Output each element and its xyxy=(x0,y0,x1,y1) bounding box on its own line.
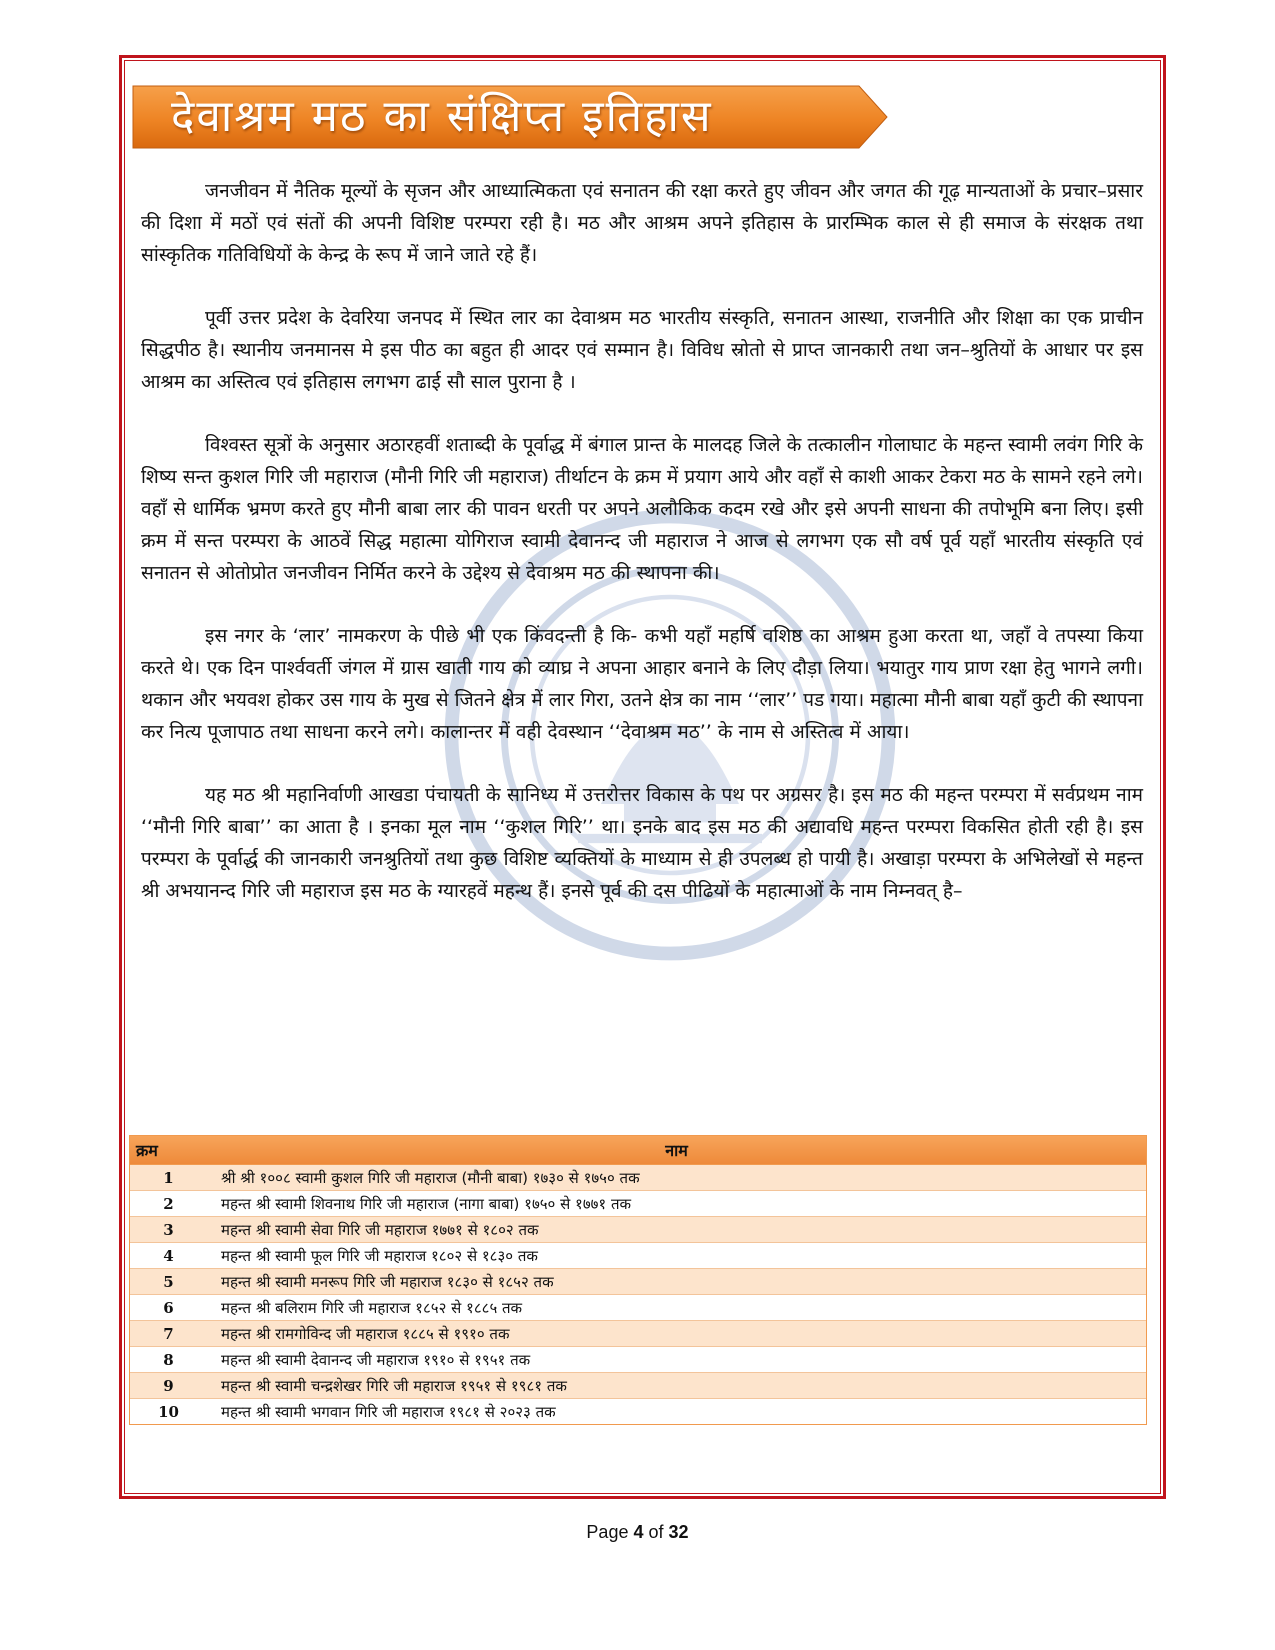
name-cell: महन्त श्री स्वामी चन्द्रशेखर गिरि जी महाराज १९५१ से १९८१ तक xyxy=(207,1373,1146,1399)
mahant-lineage-table xyxy=(129,1135,1147,1425)
page-total: 32 xyxy=(668,1522,689,1542)
serial-cell: 7 xyxy=(130,1321,207,1347)
serial-cell: 6 xyxy=(130,1295,207,1321)
table-header-row xyxy=(130,1136,1146,1165)
table-row xyxy=(130,1165,1146,1191)
name-cell: महन्त श्री बलिराम गिरि जी महाराज १८५२ से १८८५ तक xyxy=(207,1295,1146,1321)
column-header-serial: क्रम xyxy=(130,1136,207,1165)
paragraph: इस नगर के ‘लार’ नामकरण के पीछे भी एक किंवदन्ती है कि- कभी यहाँ महर्षि वशिष्ठ का आश्रम हुआ करता था, जहाँ वे तपस्या किया करते थे। एक दिन पार्श्ववर्ती जंगल में ग्रास खाती गाय को व्याघ्र ने अपना आहार बनाने के लिए दौड़ा लिया। भयातुर गाय प्राण रक्षा हेतु भागने लगी। थकान और भयवश होकर उस गाय के मुख से जितने क्षेत्र में लार गिरा, उतने क्षेत्र का नाम ‘‘लार’’ पड गया। महात्मा मौनी बाबा यहाँ कुटी की स्थापना कर नित्य पूजापाठ तथा साधना करने लगे। कालान्तर में वही देवस्थान ‘‘देवाश्रम मठ’’ के नाम से अस्तित्व में आया। xyxy=(141,625,1143,743)
name-cell: महन्त श्री स्वामी फूल गिरि जी महाराज १८०२ से १८३० तक xyxy=(207,1243,1146,1269)
name-cell: महन्त श्री रामगोविन्द जी महाराज १८८५ से १९१० तक xyxy=(207,1321,1146,1347)
table-row xyxy=(130,1347,1146,1373)
paragraph: पूर्वी उत्तर प्रदेश के देवरिया जनपद में स्थित लार का देवाश्रम मठ भारतीय संस्कृति, सनातन आस्था, राजनीति और शिक्षा का एक प्राचीन सिद्धपीठ है। स्थानीय जनमानस मे इस पीठ का बहुत ही आदर एवं सम्मान है। विविध स्रोतो से प्राप्त जानकारी तथा जन–श्रुतियों के आधार पर इस आश्रम का अस्तित्व एवं इतिहास लगभग ढाई सौ साल पुराना है । xyxy=(141,307,1143,393)
serial-cell: 2 xyxy=(130,1191,207,1217)
name-cell: श्री श्री १००८ स्वामी कुशल गिरि जी महाराज (मौनी बाबा) १७३० से १७५० तक xyxy=(207,1165,1146,1191)
paragraph: जनजीवन में नैतिक मूल्यों के सृजन और आध्यात्मिकता एवं सनातन की रक्षा करते हुए जीवन और जगत की गूढ़ मान्यताओं के प्रचार–प्रसार की दिशा में मठों एवं संतों की अपनी विशिष्ट परम्परा रही है। मठ और आश्रम अपने इतिहास के प्रारम्भिक काल से ही समाज के संरक्षक तथा सांस्कृतिक गतिविधियों के केन्द्र के रूप में जाने जाते रहे हैं। xyxy=(141,180,1143,266)
table-row xyxy=(130,1243,1146,1269)
name-cell: महन्त श्री स्वामी मनरूप गिरि जी महाराज १८३० से १८५२ तक xyxy=(207,1269,1146,1295)
table-row xyxy=(130,1373,1146,1399)
history-text xyxy=(141,175,1143,907)
paragraph: यह मठ श्री महानिर्वाणी आखडा पंचायती के सानिध्य में उत्तरोत्तर विकास के पथ पर अग्रसर है। इस मठ की महन्त परम्परा में सर्वप्रथम नाम ‘‘मौनी गिरि बाबा’’ का आता है । इनका मूल नाम ‘‘कुशल गिरि’’ था। इनके बाद इस मठ की अद्यावधि महन्त परम्परा विकसित होती रही है। इस परम्परा के पूर्वार्द्ध की जानकारी जनश्रुतियों तथा कुछ विशिष्ट व्यक्तियों के माध्याम से ही उपलब्ध हो पायी है। अखाड़ा परम्परा के अभिलेखों से महन्त श्री अभयानन्द गिरि जी महाराज इस मठ के ग्यारहवें महन्थ हैं। इनसे पूर्व की दस पीढियों के महात्माओं के नाम निम्नवत् है– xyxy=(141,784,1143,902)
page-label: Page xyxy=(586,1522,629,1542)
paragraph: विश्वस्त सूत्रों के अनुसार अठारहवीं शताब्दी के पूर्वाद्ध में बंगाल प्रान्त के मालदह जिले के तत्कालीन गोलाघाट के महन्त स्वामी लवंग गिरि के शिष्य सन्त कुशल गिरि जी महाराज (मौनी गिरि जी महाराज) तीर्थाटन के क्रम में प्रयाग आये और वहाँ से काशी आकर टेकरा मठ के सामने रहने लगे। वहाँ से धार्मिक भ्रमण करते हुए मौनी बाबा लार की पावन धरती पर अपने अलौकिक कदम रखे और इसे अपनी साधना की तपोभूमि बना लिए। इसी क्रम में सन्त परम्परा के आठवें सिद्ध महात्मा योगिराज स्वामी देवानन्द जी महाराज ने आज से लगभग एक सौ वर्ष पूर्व यहाँ भारतीय संस्कृति एवं सनातन से ओतोप्रोत जनजीवन निर्मित करने के उद्देश्य से देवाश्रम मठ की स्थापना की। xyxy=(141,434,1143,584)
name-cell: महन्त श्री स्वामी शिवनाथ गिरि जी महाराज (नागा बाबा) १७५० से १७७१ तक xyxy=(207,1191,1146,1217)
serial-cell: 8 xyxy=(130,1347,207,1373)
table-row xyxy=(130,1399,1146,1425)
page-current: 4 xyxy=(633,1522,644,1542)
table-row xyxy=(130,1217,1146,1243)
table-row xyxy=(130,1191,1146,1217)
page-of-label: of xyxy=(648,1522,664,1542)
page-number xyxy=(0,1522,1275,1543)
name-cell: महन्त श्री स्वामी भगवान गिरि जी महाराज १९८१ से २०२३ तक xyxy=(207,1399,1146,1425)
title-banner xyxy=(131,84,891,150)
name-cell: महन्त श्री स्वामी सेवा गिरि जी महाराज १७७१ से १८०२ तक xyxy=(207,1217,1146,1243)
serial-cell: 1 xyxy=(130,1165,207,1191)
serial-cell: 4 xyxy=(130,1243,207,1269)
table-row xyxy=(130,1295,1146,1321)
column-header-name: नाम xyxy=(207,1136,1146,1165)
serial-cell: 5 xyxy=(130,1269,207,1295)
serial-cell: 3 xyxy=(130,1217,207,1243)
table-row xyxy=(130,1321,1146,1347)
name-cell: महन्त श्री स्वामी देवानन्द जी महाराज १९१० से १९५१ तक xyxy=(207,1347,1146,1373)
page-title: देवाश्रम मठ का संक्षिप्त इतिहास xyxy=(171,91,713,142)
serial-cell: 9 xyxy=(130,1373,207,1399)
table-row xyxy=(130,1269,1146,1295)
serial-cell: 10 xyxy=(130,1399,207,1425)
